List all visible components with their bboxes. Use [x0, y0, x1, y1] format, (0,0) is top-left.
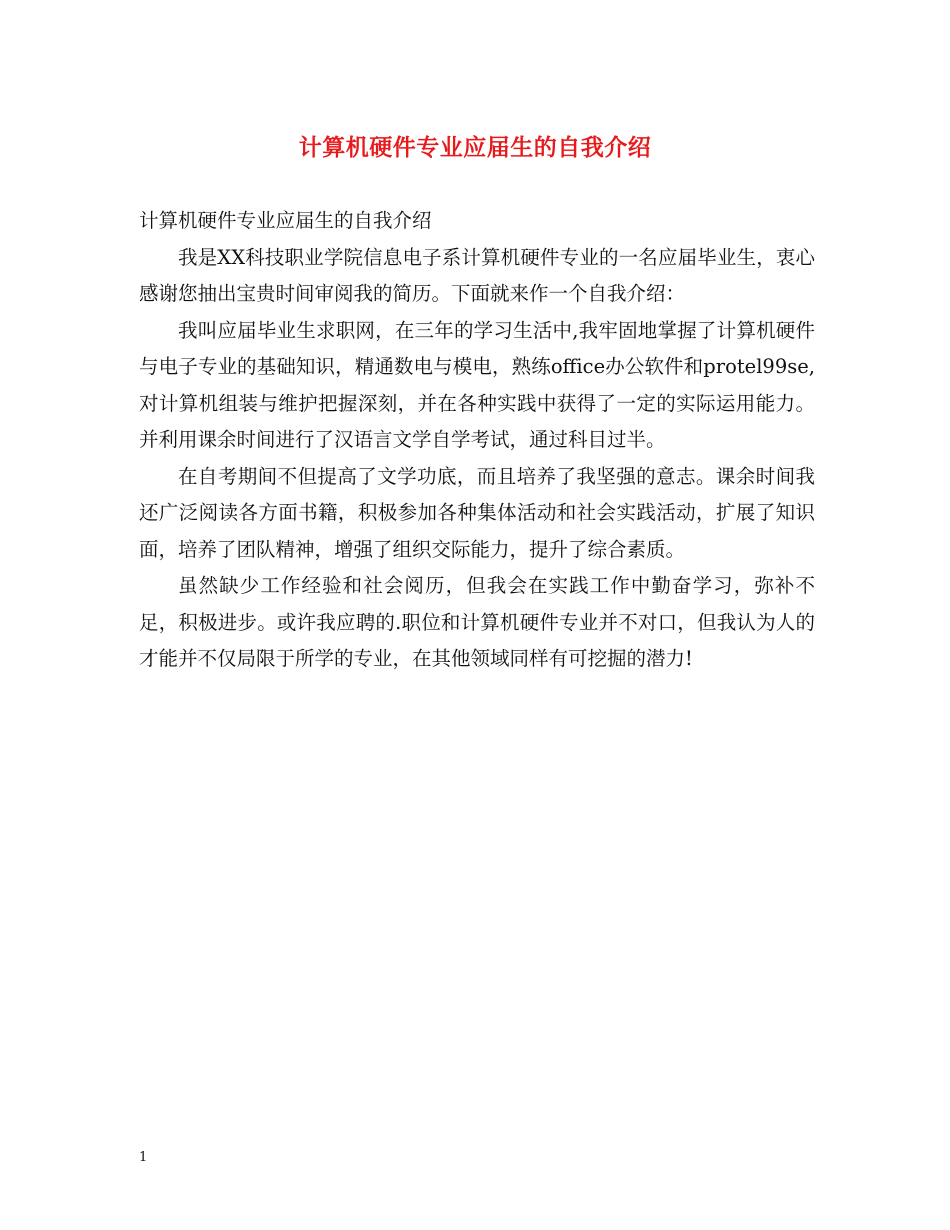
document-body — [139, 203, 815, 678]
paragraph-skills: 我叫应届毕业生求职网，在三年的学习生活中,我牢固地掌握了计算机硬件与电子专业的基础知识，精通数电与模电，熟练office办公软件和protel99se,对计算机组装与维护把握深刻，并在各种实践中获得了一定的实际运用能力。并利用课余时间进行了汉语言文学自学考试，通过科目过半。 — [139, 318, 815, 451]
paragraph-introduction: 我是XX科技职业学院信息电子系计算机硬件专业的一名应届毕业生，衷心感谢您抽出宝贵时间审阅我的简历。下面就来作一个自我介绍： — [139, 245, 815, 305]
document-title: 计算机硬件专业应届生的自我介绍 — [298, 135, 652, 161]
paragraph-closing: 虽然缺少工作经验和社会阅历，但我会在实践工作中勤奋学习，弥补不足，积极进步。或许我应聘的.职位和计算机硬件专业并不对口，但我认为人的才能并不仅局限于所学的专业，在其他领域同样有可挖掘的潜力! — [139, 574, 815, 670]
page-number: 1 — [139, 1150, 148, 1165]
paragraph-activities: 在自考期间不但提高了文学功底，而且培养了我坚强的意志。课余时间我还广泛阅读各方面书籍，积极参加各种集体活动和社会实践活动，扩展了知识面，培养了团队精神，增强了组织交际能力，提升了综合素质。 — [139, 464, 815, 561]
document-subheading: 计算机硬件专业应届生的自我介绍 — [139, 209, 432, 232]
